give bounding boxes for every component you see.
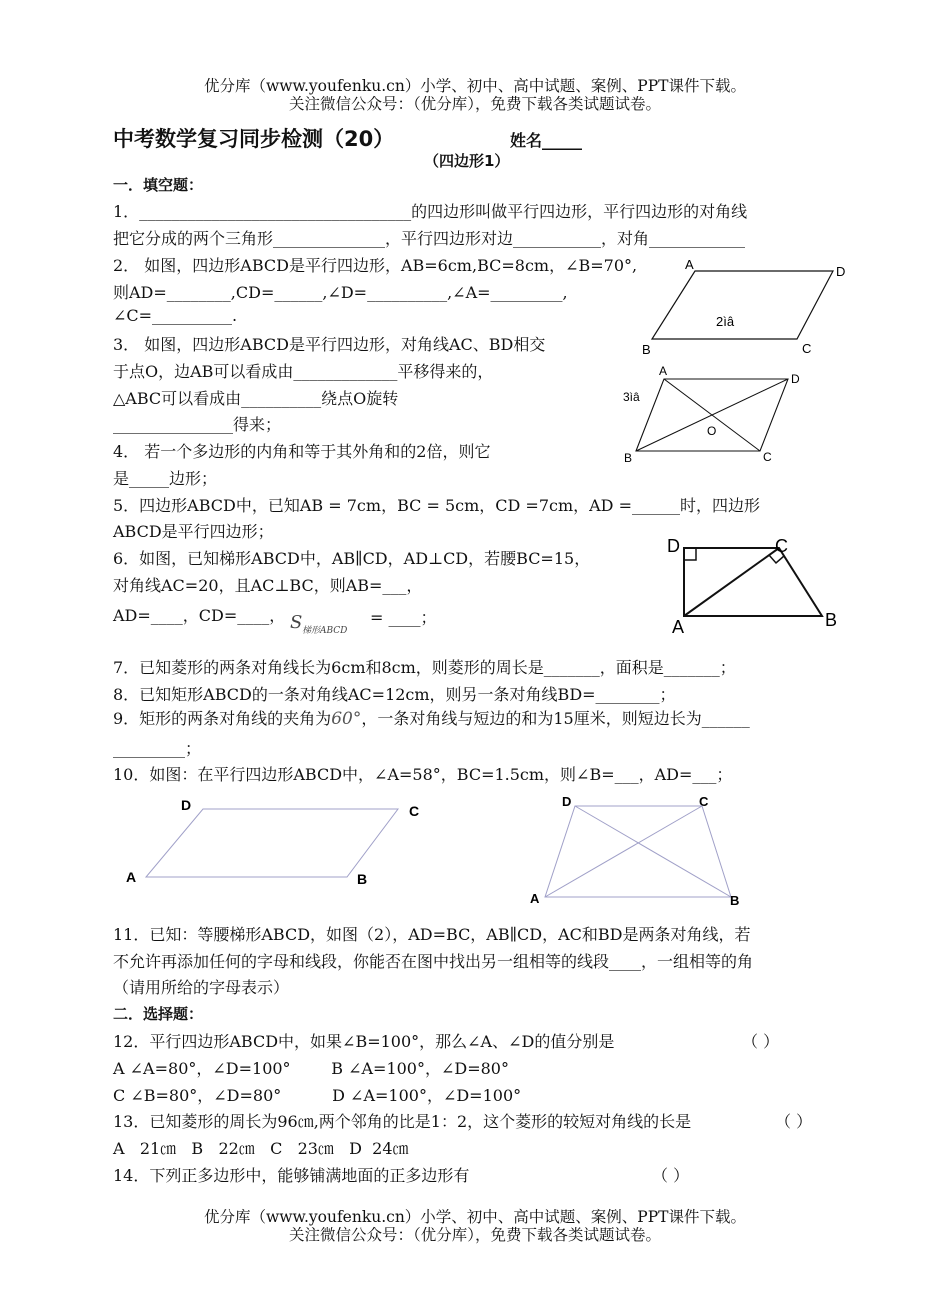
fig5-diagonal-AC bbox=[545, 806, 702, 897]
q8: 8．已知矩形ABCD的一条对角线AC=12cm，则另一条对角线BD=________； bbox=[113, 685, 676, 704]
q7: 7．已知菱形的两条对角线长为6cm和8cm，则菱形的周长是_______，面积是_______； bbox=[113, 658, 736, 677]
fig2-label-A: A bbox=[659, 364, 668, 378]
q13-stem: 13．已知菱形的周长为96㎝,两个邻角的比是1：2，这个菱形的较短对角线的长是 bbox=[113, 1112, 692, 1131]
fig3-diagonal-AC bbox=[684, 548, 779, 616]
fig3-shape bbox=[684, 548, 822, 616]
page-title: 中考数学复习同步检测（20） bbox=[113, 127, 395, 151]
q9-angle: 60° bbox=[331, 709, 362, 729]
fig3-right-angle-C bbox=[769, 555, 784, 563]
header-line-2: 关注微信公众号：（优分库），免费下载各类试题试卷。 bbox=[288, 95, 661, 113]
fig4-label-B: B bbox=[357, 871, 368, 887]
fig5-label-C: C bbox=[699, 794, 709, 809]
figure-parallelogram-q10 bbox=[115, 790, 445, 900]
q3-line-1: 3． 如图，四边形ABCD是平行四边形，对角线AC、BD相交 bbox=[113, 335, 546, 354]
fig1-caption: 2ìâ bbox=[716, 314, 735, 329]
q6-line-3: AD=____，CD=____， bbox=[113, 606, 286, 625]
q14-stem: 14．下列正多边形中，能够铺满地面的正多边形有 bbox=[113, 1166, 470, 1185]
figure-trapezoid-q6 bbox=[660, 530, 850, 640]
section-choice: 二．选择题： bbox=[113, 1005, 204, 1023]
fig2-label-B: B bbox=[624, 451, 633, 465]
q5-line-1: 5．四边形ABCD中，已知AB = 7cm，BC = 5cm，CD =7cm，AD =______时，四边形 bbox=[113, 496, 761, 515]
fig4-label-D: D bbox=[181, 797, 192, 813]
q12-options-2: C ∠B=80°，∠D=80° D ∠A=100°，∠D=100° bbox=[113, 1086, 522, 1105]
figure-isosceles-trapezoid-q11 bbox=[525, 790, 750, 910]
q6-line-1: 6．如图，已知梯形ABCD中，AB∥CD，AD⊥CD，若腰BC=15， bbox=[113, 549, 591, 568]
fig2-caption: 3ìâ bbox=[623, 390, 640, 404]
figure-parallelogram-q2 bbox=[630, 250, 860, 365]
fig4-label-A: A bbox=[126, 869, 137, 885]
fig3-label-C: C bbox=[775, 536, 788, 556]
q6-area-tail: = ____； bbox=[370, 608, 437, 627]
q14-answer-paren: （ ） bbox=[652, 1166, 690, 1185]
fig5-label-D: D bbox=[562, 794, 572, 809]
q9-text-b: ，一条对角线与短边的和为15厘米，则短边长为______ bbox=[361, 709, 750, 728]
name-label: 姓名_____ bbox=[510, 131, 583, 150]
fig1-shape bbox=[652, 271, 833, 339]
footer-line-2: 关注微信公众号：（优分库），免费下载各类试题试卷。 bbox=[288, 1226, 661, 1244]
q11-line-2: 不允许再添加任何的字母和线段，你能否在图中找出另一组相等的线段____，一组相等的角 bbox=[113, 952, 754, 971]
fig2-label-O: O bbox=[707, 424, 717, 438]
header-line-1: 优分库（www.youfenku.cn）小学、初中、高中试题、案例、PPT课件下载。 bbox=[203, 77, 747, 95]
fig2-label-D: D bbox=[791, 372, 800, 386]
q4-line-2: 是_____边形； bbox=[113, 469, 218, 488]
q2-line-3: ∠C=__________. bbox=[113, 306, 238, 325]
q9-line-2: _________； bbox=[113, 739, 202, 758]
fig2-label-C: C bbox=[763, 450, 772, 464]
fig3-label-D: D bbox=[667, 536, 680, 556]
q2-line-2: 则AD=________,CD=______,∠D=__________,∠A=_________, bbox=[113, 283, 568, 302]
q12-answer-paren: （ ） bbox=[742, 1032, 780, 1051]
fig3-label-A: A bbox=[672, 617, 685, 637]
q3-line-4: _______________得来； bbox=[113, 415, 282, 434]
fig5-diagonal-BD bbox=[575, 806, 731, 897]
q11-line-3: （请用所给的字母表示） bbox=[113, 978, 290, 997]
fig1-label-A: A bbox=[685, 257, 694, 272]
q5-line-2: ABCD是平行四边形； bbox=[113, 522, 274, 541]
q12-stem: 12．平行四边形ABCD中，如果∠B=100°，那么∠A、∠D的值分别是 bbox=[113, 1032, 615, 1051]
fig5-shape bbox=[545, 806, 731, 897]
footer-line-1: 优分库（www.youfenku.cn）小学、初中、高中试题、案例、PPT课件下载。 bbox=[203, 1208, 747, 1226]
fig4-shape bbox=[146, 809, 398, 877]
fig2-diagonal-BD bbox=[636, 379, 788, 451]
q1-line-1: 1．__________________________________的四边形叫做平行四边形，平行四边形的对角线 bbox=[113, 202, 748, 221]
q6-line-2: 对角线AC=20，且AC⊥BC，则AB=___， bbox=[113, 576, 423, 595]
q6-area-symbol: S bbox=[290, 612, 303, 633]
q6-area-subscript: 梯形ABCD bbox=[302, 626, 348, 636]
fig1-label-D: D bbox=[836, 264, 846, 279]
q3-line-2: 于点O，边AB可以看成由_____________平移得来的， bbox=[113, 362, 494, 381]
fig5-label-A: A bbox=[530, 891, 540, 906]
q13-options: A 21㎝ B 22㎝ C 23㎝ D 24㎝ bbox=[113, 1139, 409, 1158]
q9-line-1 bbox=[113, 706, 750, 729]
fig4-label-C: C bbox=[409, 803, 420, 819]
q10: 10．如图：在平行四边形ABCD中，∠A=58°，BC=1.5cm，则∠B=___，AD=___； bbox=[113, 765, 733, 784]
q9-text-a: 9．矩形的两条对角线的夹角为 bbox=[113, 709, 332, 728]
fig5-label-B: B bbox=[730, 893, 740, 908]
fig3-label-B: B bbox=[825, 610, 838, 630]
fig3-right-angle-D bbox=[684, 548, 696, 560]
page-subtitle: （四边形1） bbox=[424, 152, 510, 170]
q3-line-3: △ABC可以看成由__________绕点O旋转 bbox=[113, 389, 399, 408]
section-fill-in: 一．填空题： bbox=[113, 176, 204, 194]
figure-parallelogram-diagonals-q3 bbox=[615, 360, 815, 470]
q11-line-1: 11．已知：等腰梯形ABCD，如图（2），AD=BC，AB∥CD，AC和BD是两条对角线，若 bbox=[113, 925, 751, 944]
q13-answer-paren: （ ） bbox=[775, 1112, 813, 1131]
q12-options-1: A ∠A=80°，∠D=100° B ∠A=100°，∠D=80° bbox=[113, 1059, 509, 1078]
fig1-label-C: C bbox=[802, 341, 812, 356]
fig1-label-B: B bbox=[642, 342, 651, 357]
q2-line-1: 2． 如图，四边形ABCD是平行四边形，AB=6cm,BC=8cm，∠B=70°, bbox=[113, 256, 638, 275]
q4-line-1: 4． 若一个多边形的内角和等于其外角和的2倍，则它 bbox=[113, 442, 491, 461]
q1-line-2: 把它分成的两个三角形______________，平行四边形对边___________，对角____________ bbox=[113, 229, 746, 248]
